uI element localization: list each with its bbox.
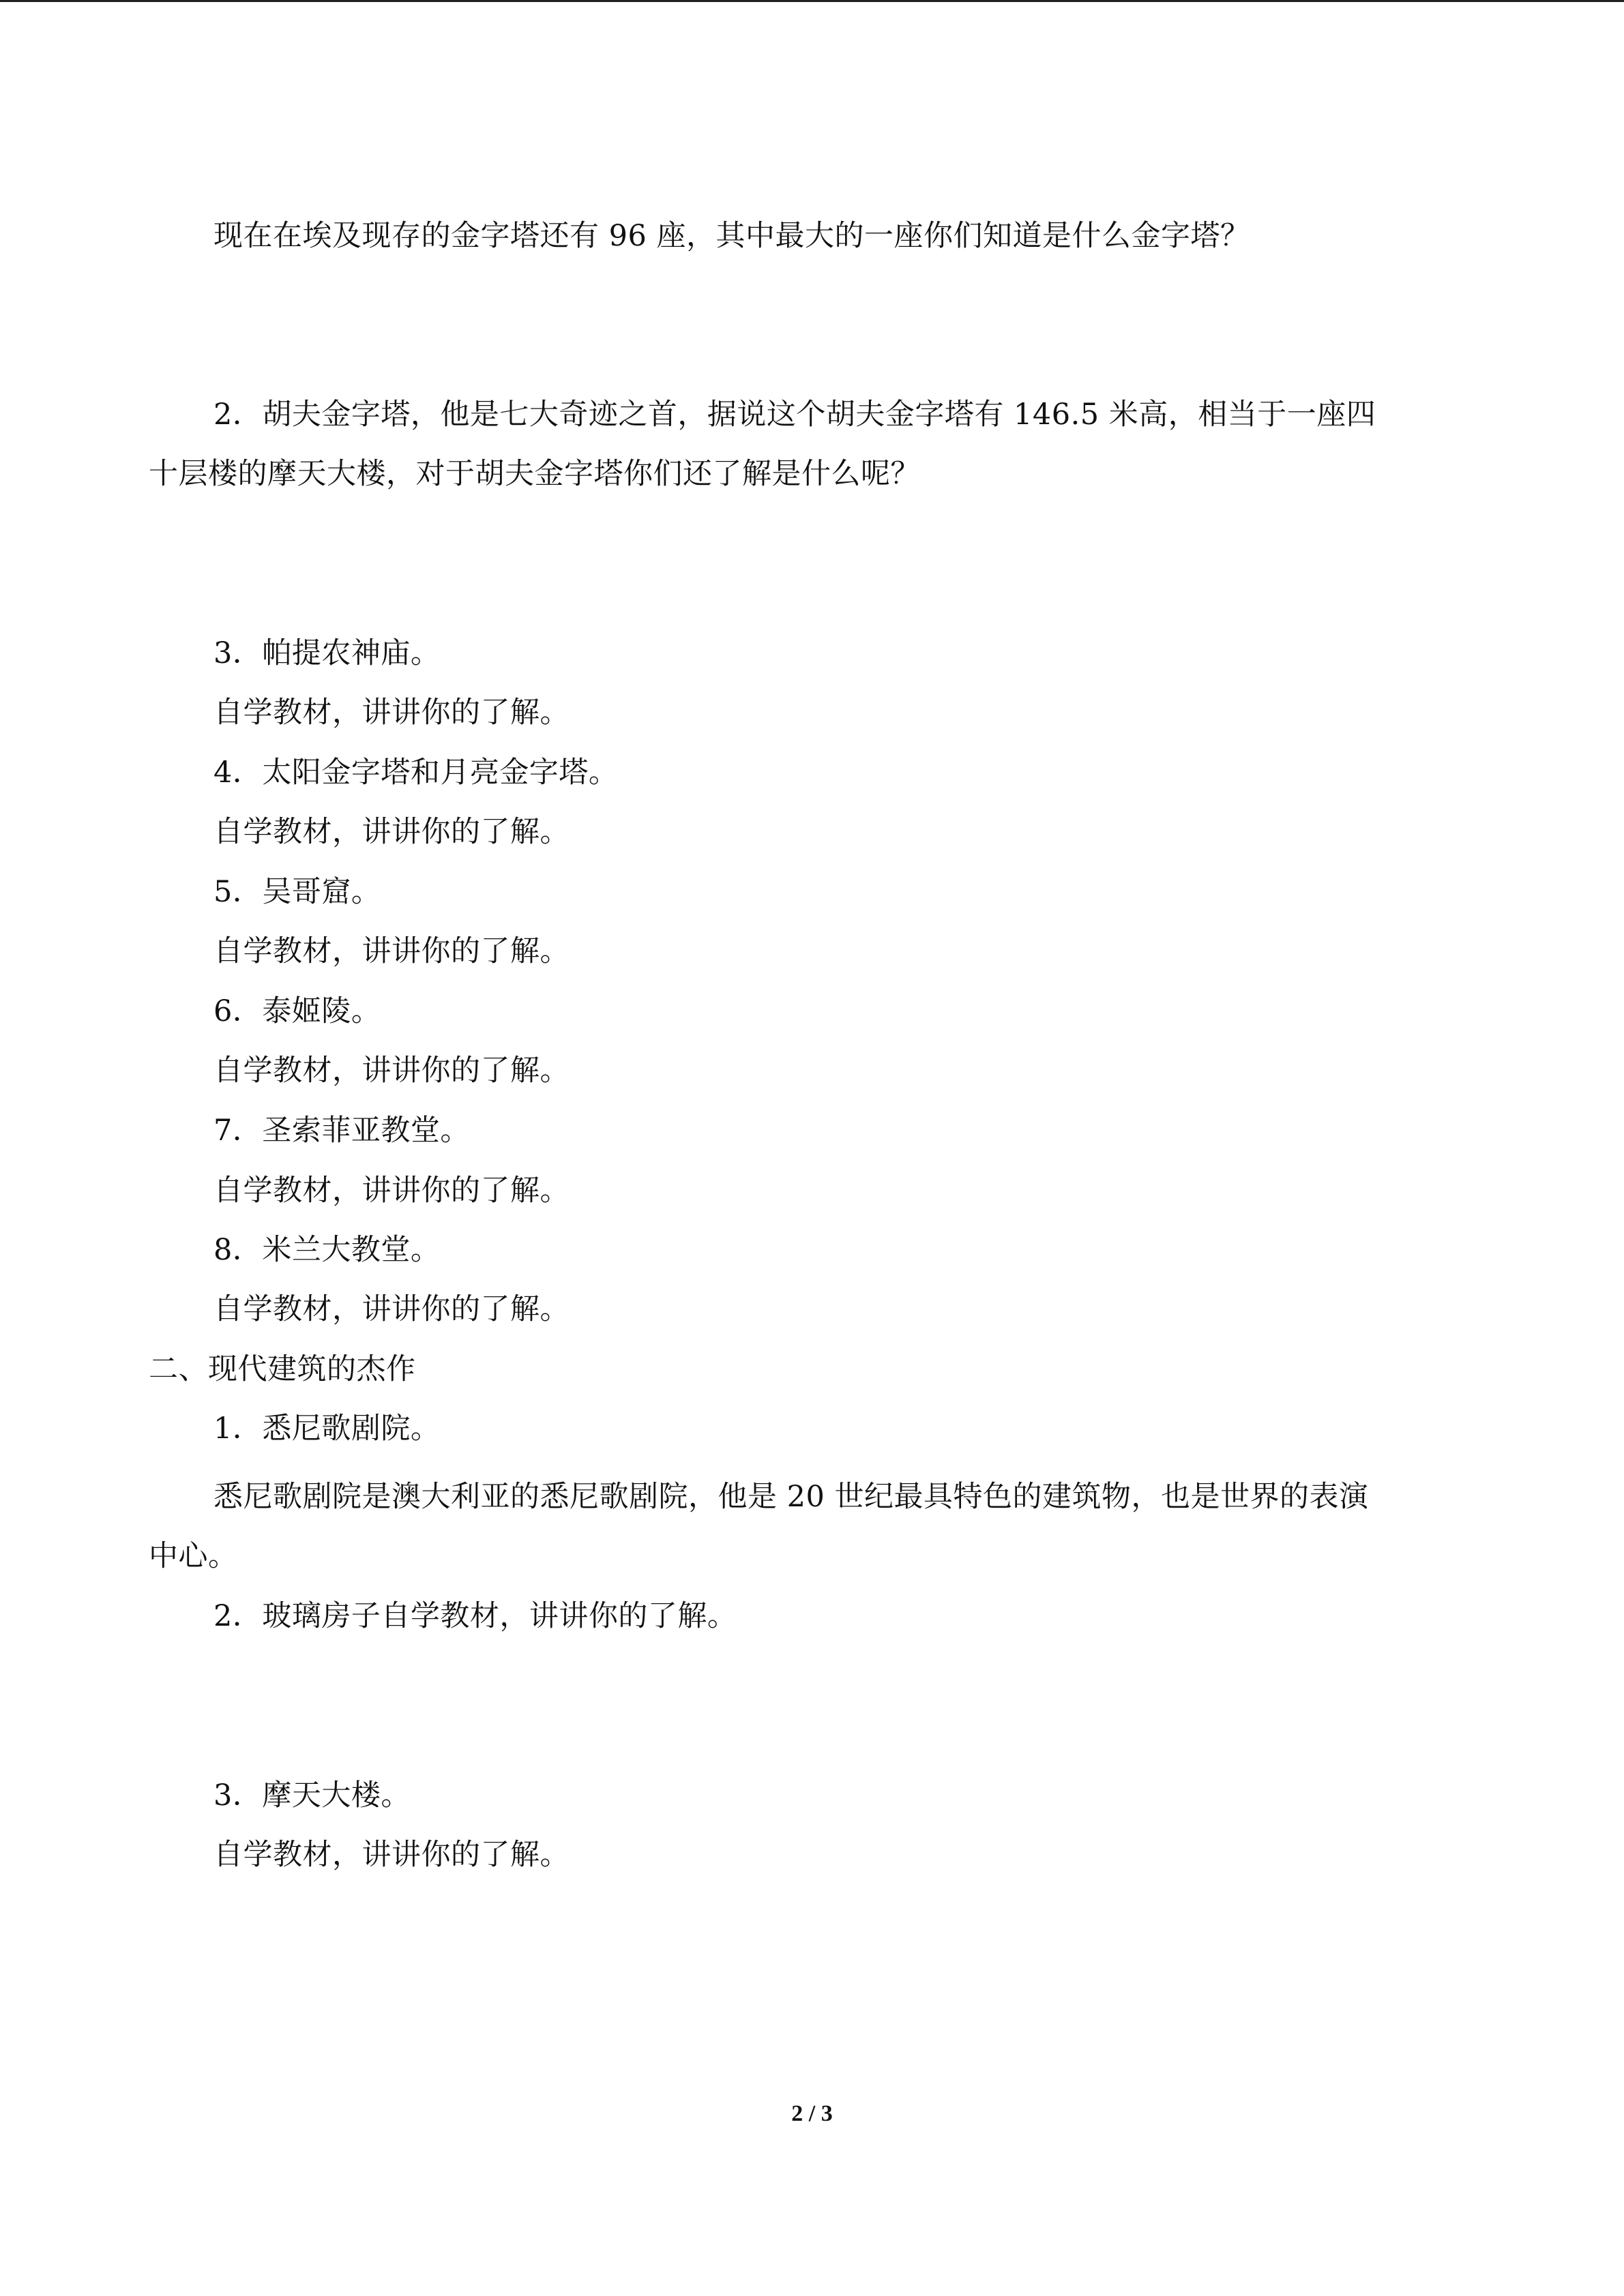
list-item-heading: 5．吴哥窟。 <box>213 875 381 909</box>
list-item-heading: 4．太阳金字塔和月亮金字塔。 <box>213 756 619 790</box>
section-heading: 二、现代建筑的杰作 <box>149 1352 416 1386</box>
page-number: 2 / 3 <box>791 2101 833 2126</box>
paragraph-line: 悉尼歌剧院是澳大利亚的悉尼歌剧院，他是 20 世纪最具特色的建筑物，也是世界的表演 <box>213 1480 1369 1514</box>
list-item-heading: 3．摩天大楼。 <box>213 1778 411 1813</box>
paragraph-line: 2．胡夫金字塔，他是七大奇迹之首，据说这个胡夫金字塔有 146.5 米高，相当于一座四 <box>213 398 1376 432</box>
list-item-heading: 7．圣索菲亚教堂。 <box>213 1114 470 1148</box>
paragraph-line: 自学教材，讲讲你的了解。 <box>213 696 570 730</box>
list-item-heading: 6．泰姬陵。 <box>213 994 381 1028</box>
paragraph-line: 自学教材，讲讲你的了解。 <box>213 1838 570 1872</box>
paragraph-line: 自学教材，讲讲你的了解。 <box>213 815 570 849</box>
paragraph-line: 现在在埃及现存的金字塔还有 96 座，其中最大的一座你们知道是什么金字塔？ <box>213 219 1250 253</box>
list-item-heading: 3．帕提农神庙。 <box>213 636 441 670</box>
list-item-heading: 1．悉尼歌剧院。 <box>213 1412 441 1446</box>
paragraph-line: 十层楼的摩天大楼，对于胡夫金字塔你们还了解是什么呢？ <box>149 457 920 491</box>
paragraph-line: 自学教材，讲讲你的了解。 <box>213 1174 570 1208</box>
paragraph-line: 中心。 <box>149 1539 238 1573</box>
list-item-heading: 8．米兰大教堂。 <box>213 1233 441 1267</box>
paragraph-line: 自学教材，讲讲你的了解。 <box>213 1054 570 1088</box>
paragraph-line: 自学教材，讲讲你的了解。 <box>213 934 570 968</box>
list-item-heading: 2．玻璃房子自学教材，讲讲你的了解。 <box>213 1599 737 1633</box>
paragraph-line: 自学教材，讲讲你的了解。 <box>213 1292 570 1326</box>
